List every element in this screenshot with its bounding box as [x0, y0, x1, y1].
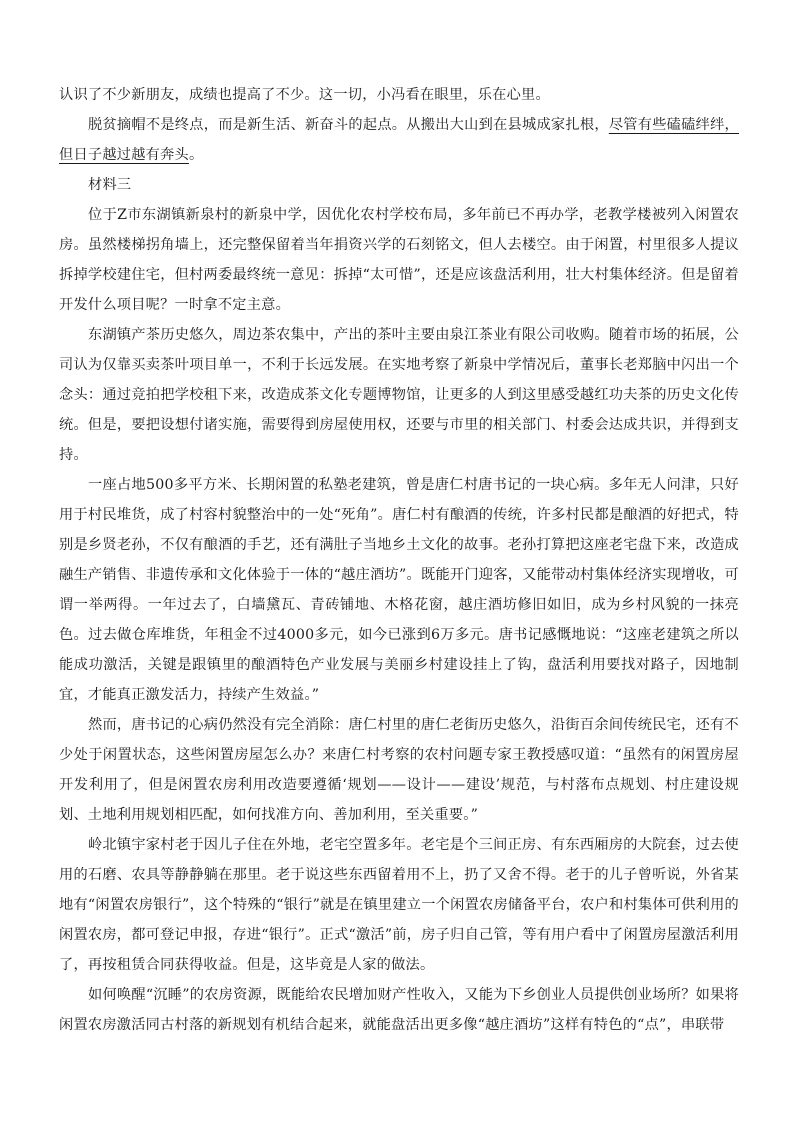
section-heading-material-three: 材料三: [88, 177, 132, 193]
paragraph-tangren-old-street: 然而，唐书记的心病仍然没有完全消除：唐仁村里的唐仁老街历史悠久，沿街百余间传统民宅，还有不少处于闲置状态，这些闲置房屋怎么办？来唐仁村考察的农村问题专家王教授感叹道：“虽然有的闲置房屋开发利用了，但是闲置农房利用改造要遵循‘规划——设计——建设’规范，与村落布点规划、村庄建设规划、土地利用规划相匹配，如何找准方向、善加利用，至关重要。”: [59, 717, 739, 823]
underlined-phrase: 尽管有些磕磕绊绊，但日子越过越有奔头: [59, 117, 739, 163]
paragraph-text: 脱贫摘帽不是终点，而是新生活、新奋斗的起点。从搬出大山到在县城成家扎根，: [88, 117, 609, 133]
paragraph-poverty-summary: [59, 110, 739, 170]
paragraph-awaken-resources: 如何唤醒“沉睡”的农房资源，既能给农民增加财产性收入，又能为下乡创业人员提供创业场所？如果将闲置农房激活同古村落的新规划有机结合起来，就能盘活出更多像“越庄酒坊”这样有特色的“点”，串联带: [59, 987, 739, 1033]
paragraph-tea-museum: 东湖镇产茶历史悠久，周边茶农集中，产出的茶叶主要由泉江茶业有限公司收购。随着市场的拓展，公司认为仅靠买卖茶叶项目单一，不利于长远发展。在实地考察了新泉中学情况后，董事长老郑脑中闪出一个念头：通过竞拍把学校租下来，改造成茶文化专题博物馆，让更多的人到这里感受越红功夫茶的历史文化传统。但是，要把设想付诸实施，需要得到房屋使用权，还要与市里的相关部门、村委会达成共识，并得到支持。: [59, 327, 739, 463]
paragraph-idle-house-bank: 岭北镇宇家村老于因儿子住在外地，老宅空置多年。老宅是个三间正房、有东西厢房的大院套，过去使用的石磨、农具等静静躺在那里。老于说这些东西留着用不上，扔了又舍不得。老于的儿子曾听说，外省某地有“闲置农房银行”，这个特殊的“银行”就是在镇里建立一个闲置农房储备平台，农户和村集体可供利用的闲置农房，都可登记申报，存进“银行”。正式“激活”前，房子归自己管，等有用户看中了闲置房屋激活利用了，再按租赁合同获得收益。但是，这毕竟是人家的做法。: [59, 837, 739, 973]
paragraph-yuezhuang-winery: 一座占地500多平方米、长期闲置的私塾老建筑，曾是唐仁村唐书记的一块心病。多年无人问津，只好用于村民堆货，成了村容村貌整治中的一处“死角”。唐仁村有酿酒的传统，许多村民都是酿酒的好把式，特别是乡贤老孙，不仅有酿酒的手艺，还有满肚子当地乡土文化的故事。老孙打算把这座老宅盘下来，改造成融生产销售、非遗传承和文化体验于一体的“越庄酒坊”。既能开门迎客，又能带动村集体经济实现增收，可谓一举两得。一年过去了，白墙黛瓦、青砖铺地、木格花窗，越庄酒坊修旧如旧，成为乡村风貌的一抹亮色。过去做仓库堆货，年租金不过4000多元，如今已涨到6万多元。唐书记感慨地说：“这座老建筑之所以能成功激活，关键是跟镇里的酿酒特色产业发展与美丽乡村建设挂上了钩，盘活利用要找对路子，因地制宜，才能真正激发活力，持续产生效益。”: [59, 477, 739, 703]
paragraph-continuation: 认识了不少新朋友，成绩也提高了不少。这一切，小冯看在眼里，乐在心里。: [59, 87, 550, 103]
document-body: [59, 80, 739, 1040]
paragraph-text-end: 。: [188, 147, 204, 163]
paragraph-xinquan-school: 位于Z市东湖镇新泉村的新泉中学，因优化农村学校布局，多年前已不再办学，老教学楼被列入闲置农房。虽然楼梯拐角墙上，还完整保留着当年捐资兴学的石刻铭文，但人去楼空。由于闲置，村里很多人提议拆掉学校建住宅，但村两委最终统一意见：拆掉“太可惜”，还是应该盘活利用，壮大村集体经济。但是留着开发什么项目呢？一时拿不定主意。: [59, 207, 739, 313]
